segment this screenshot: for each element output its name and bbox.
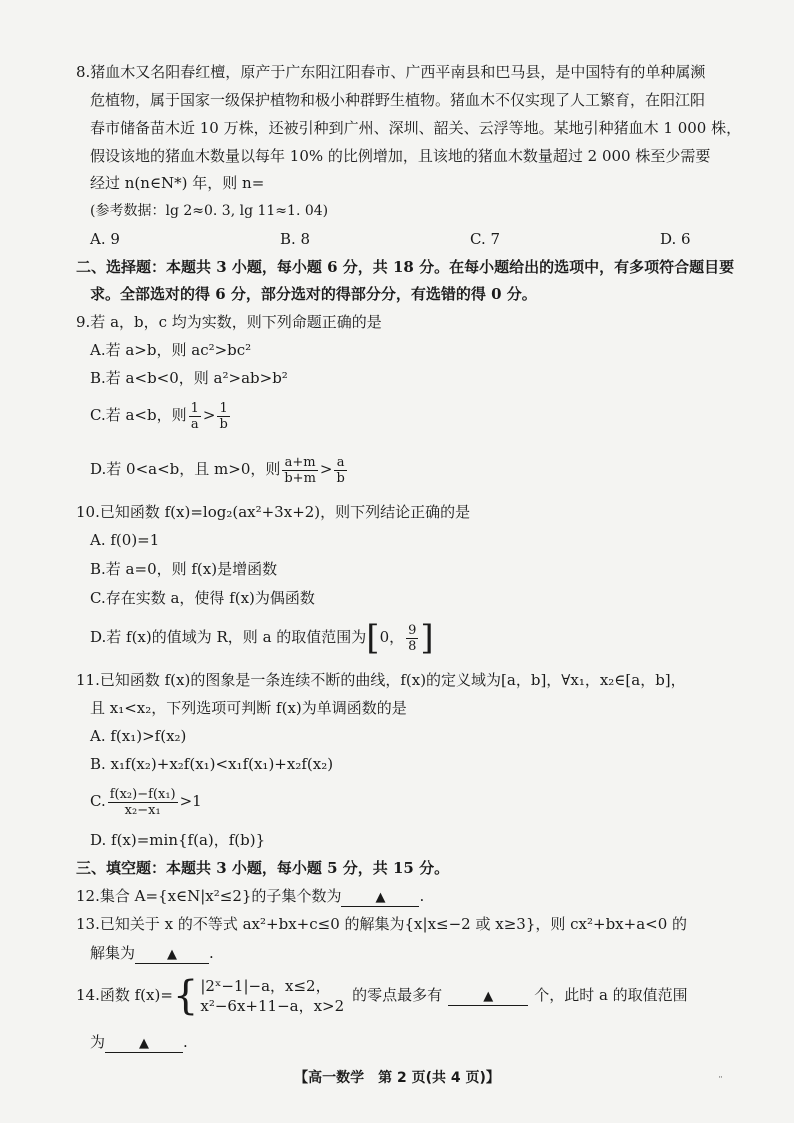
q8-reference-data: (参考数据：lg 2≈0. 3, lg 11≈1. 04) [90, 203, 329, 219]
period: . [183, 1033, 188, 1051]
q9-d-fraction-2 [334, 455, 346, 486]
frac-denominator: 8 [408, 638, 417, 654]
q10-d-fraction [406, 623, 418, 654]
q11-option-a: A. f(x₁)>f(x₂) [90, 727, 187, 745]
section2-heading-line2: 求。全部选对的得 6 分，部分选对的得部分分，有选错的得 0 分。 [90, 285, 537, 303]
q12-answer-blank[interactable] [341, 888, 419, 907]
q8-line2: 危植物，属于国家一级保护植物和极小种群野生植物。猪血木不仅实现了人工繁育，在阳江阳 [90, 91, 706, 109]
page-footer: 【高一数学 第 2 页(共 4 页)】 [294, 1070, 500, 1086]
q9-option-c [90, 398, 232, 432]
q11-option-c [90, 784, 202, 818]
q10-stem: 10.已知函数 f(x)=log₂(ax²+3x+2)，则下列结论正确的是 [76, 503, 471, 521]
frac-denominator: b [219, 416, 228, 432]
q10-option-b: B.若 a=0，则 f(x)是增函数 [90, 560, 278, 578]
q10-option-d [90, 618, 434, 656]
q11-option-b: B. x₁f(x₂)+x₂f(x₁)<x₁f(x₁)+x₂f(x₂) [90, 755, 334, 773]
q14-line2 [90, 1032, 188, 1053]
q12 [76, 886, 424, 907]
period: . [419, 887, 425, 905]
q9-c-fraction-2 [217, 401, 229, 432]
q13-answer-blank[interactable] [135, 945, 209, 964]
right-bracket: ] [420, 618, 434, 658]
greater-than: > [202, 406, 216, 424]
q8-option-b: B. 8 [280, 230, 311, 248]
piecewise-brace: { [172, 973, 199, 1019]
q9-option-d [90, 452, 349, 486]
frac-numerator: a [334, 455, 346, 471]
q8-line1: 8.猪血木又名阳春红檀，原产于广东阳江阳春市、广西平南县和巴马县，是中国特有的单种属濒 [76, 63, 706, 81]
q10-option-c: C.存在实数 a，使得 f(x)为偶函数 [90, 589, 315, 607]
q8-line4: 假设该地的猪血木数量以每年 10% 的比例增加，且该地的猪血木数量超过 2 000 株至少需要 [90, 147, 711, 165]
q11-option-d: D. f(x)=min{f(a)，f(b)} [90, 831, 266, 849]
q13-line2 [90, 943, 214, 964]
section3-heading: 三、填空题：本题共 3 小题，每小题 5 分，共 15 分。 [76, 859, 450, 877]
frac-numerator: 1 [190, 400, 199, 416]
q9-stem: 9.若 a，b，c 均为实数，则下列命题正确的是 [76, 313, 382, 331]
q14-text-pre: 14.函数 f(x)= [76, 986, 173, 1004]
q9-option-c-text: C.若 a<b，则 [90, 406, 187, 424]
piecewise-case-1: |2ˣ−1|−a，x≤2， [200, 977, 331, 995]
q9-d-fraction-1 [282, 455, 318, 486]
greater-than: > [319, 460, 333, 478]
q9-c-fraction-1 [189, 401, 201, 432]
q11-stem-line1: 11.已知函数 f(x)的图象是一条连续不断的曲线，f(x)的定义域为[a，b]，∀x₁，x₂∈[a，b]， [76, 671, 686, 689]
q14-line1 [76, 973, 688, 1017]
q14-line2-text: 为 [90, 1033, 106, 1051]
piecewise-cases [200, 976, 344, 1016]
frac-denominator: b+m [284, 470, 316, 486]
triangle-icon: ▲ [483, 989, 494, 1004]
triangle-icon: ▲ [375, 890, 386, 905]
triangle-icon: ▲ [167, 947, 178, 962]
frac-denominator: a [190, 416, 199, 432]
q10-option-d-text: D.若 f(x)的值域为 R，则 a 的取值范围为 [90, 628, 367, 646]
q8-line3: 春市储备苗木近 10 万株，还被引种到广州、深圳、韶关、云浮等地。某地引种猪血木 1 000 株， [90, 119, 742, 137]
section2-heading-line1: 二、选择题：本题共 3 小题，每小题 6 分，共 18 分。在每小题给出的选项中，有多项符合题目要 [76, 258, 735, 276]
q8-option-c: C. 7 [470, 230, 501, 248]
frac-numerator: f(x₂)−f(x₁) [109, 786, 176, 802]
q13-line1: 13.已知关于 x 的不等式 ax²+bx+c≤0 的解集为{x|x≤−2 或 x≥3}，则 cx²+bx+a<0 的 [76, 915, 688, 933]
q14-text-post: 个，此时 a 的取值范围 [534, 986, 688, 1004]
left-bracket: [ [366, 618, 380, 658]
interval-start: 0， [379, 628, 405, 646]
q13-line2-text: 解集为 [90, 944, 136, 962]
q8-line5: 经过 n(n∈N*) 年，则 n= [90, 174, 265, 192]
q12-text: 12.集合 A={x∈N|x²≤2}的子集个数为 [76, 887, 342, 905]
q8-option-a: A. 9 [90, 230, 120, 248]
q14-answer-blank-2[interactable] [105, 1034, 183, 1053]
frac-numerator: 9 [408, 622, 417, 638]
q14-answer-blank-1[interactable] [448, 987, 528, 1006]
q9-option-b: B.若 a<b<0，则 a²>ab>b² [90, 369, 288, 387]
frac-denominator: b [336, 470, 345, 486]
q9-option-d-text: D.若 0<a<b，且 m>0，则 [90, 460, 281, 478]
q11-stem-line2: 且 x₁<x₂，下列选项可判断 f(x)为单调函数的是 [90, 699, 407, 717]
period: . [209, 944, 214, 962]
q14-text-mid: 的零点最多有 [352, 986, 443, 1004]
frac-numerator: 1 [217, 401, 229, 417]
triangle-icon: ▲ [139, 1036, 150, 1051]
q9-option-a: A.若 a>b，则 ac²>bc² [90, 341, 252, 359]
piecewise-case-2: x²−6x+11−a，x>2 [200, 997, 345, 1015]
q10-option-a: A. f(0)=1 [90, 531, 160, 549]
q8-option-d: D. 6 [660, 230, 691, 248]
q11-c-inequality: >1 [179, 792, 202, 810]
q11-c-fraction [108, 787, 178, 818]
frac-denominator: x₂−x₁ [124, 802, 161, 818]
q11-option-c-label: C. [90, 792, 106, 810]
frac-numerator: a+m [282, 455, 318, 471]
corner-mark: ¨ [718, 1076, 723, 1087]
